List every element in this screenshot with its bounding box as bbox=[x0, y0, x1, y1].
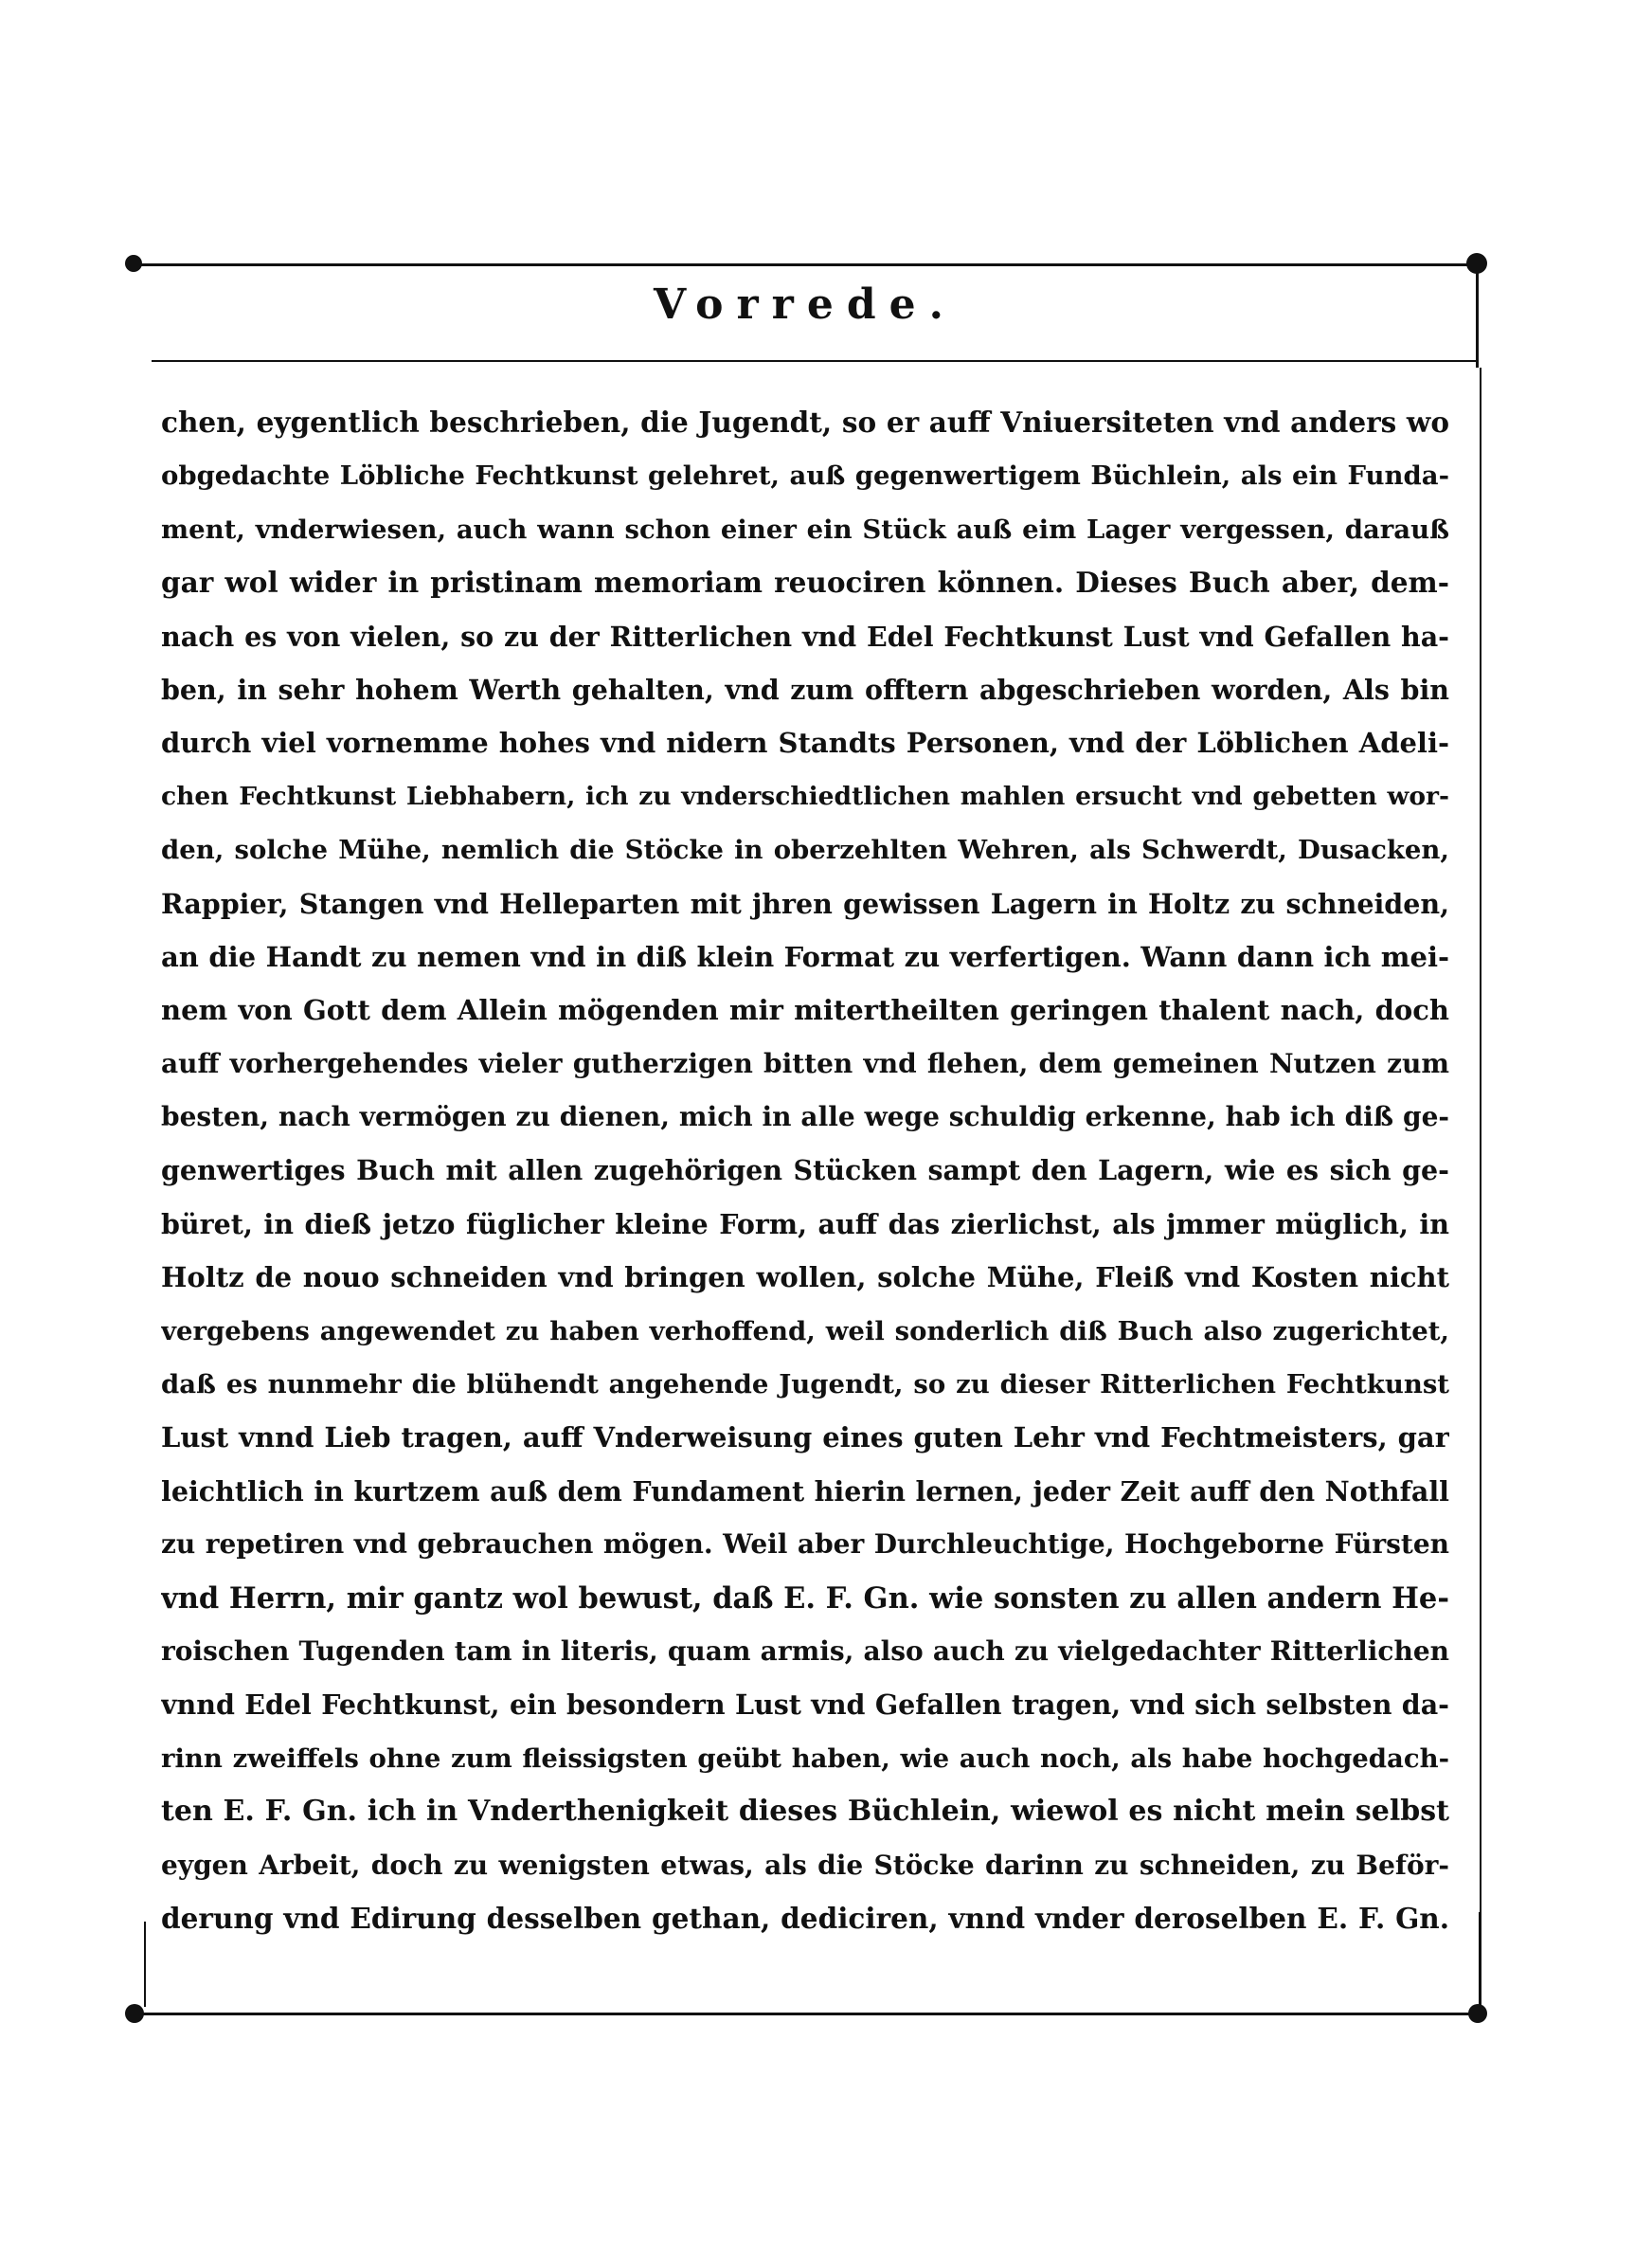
bottom-right-ornament-icon bbox=[1468, 2004, 1487, 2023]
text-line: ment, vnderwiesen, auch wann schon einer ein Stück auß eim Lager vergessen, darauß bbox=[161, 514, 1449, 545]
left-border-bottom-line bbox=[144, 1922, 146, 2007]
body-text bbox=[161, 396, 1449, 1945]
header-rule bbox=[152, 360, 1478, 362]
bottom-left-ornament-icon bbox=[125, 2004, 144, 2023]
top-border-rule bbox=[133, 263, 1478, 266]
text-line: genwertiges Buch mit allen zugehörigen Stücken sampt den Lagern, wie es sich ge- bbox=[161, 1154, 1449, 1187]
text-line: derung vnd Edirung desselben gethan, dediciren, vnnd vnder deroselben E. F. Gn. bbox=[161, 1901, 1449, 1935]
text-line: ben, in sehr hohem Werth gehalten, vnd zum offtern abgeschrieben worden, Als bin bbox=[161, 673, 1449, 706]
text-line: nem von Gott dem Allein mögenden mir mitertheilten geringen thalent nach, doch bbox=[161, 994, 1449, 1027]
text-line: büret, in dieß jetzo füglicher kleine Form, auff das zierlichst, als jmmer müglich, in bbox=[161, 1207, 1449, 1240]
text-line: an die Handt zu nemen vnd in diß klein Format zu verfertigen. Wann dann ich mei- bbox=[161, 940, 1449, 973]
text-line: durch viel vornemme hohes vnd nidern Standts Personen, vnd der Löblichen Adeli- bbox=[161, 727, 1449, 760]
text-line: Rappier, Stangen vnd Helleparten mit jhren gewissen Lagern in Holtz zu schneiden, bbox=[161, 887, 1449, 920]
text-line: obgedachte Löbliche Fechtkunst gelehret, auß gegenwertigem Büchlein, als ein Funda- bbox=[161, 460, 1449, 492]
text-line: roischen Tugenden tam in literis, quam armis, also auch zu vielgedachter Ritterlichen bbox=[161, 1634, 1449, 1667]
text-line: besten, nach vermögen zu dienen, mich in alle wege schuldig erkenne, hab ich diß ge- bbox=[161, 1101, 1449, 1133]
bottom-border-rule bbox=[133, 2013, 1478, 2015]
text-line: vergebens angewendet zu haben verhoffend, weil sonderlich diß Buch also zugerichtet, bbox=[161, 1315, 1449, 1346]
text-line: nach es von vielen, so zu der Ritterlichen vnd Edel Fechtkunst Lust vnd Gefallen ha- bbox=[161, 620, 1449, 653]
text-line: chen, eygentlich beschrieben, die Jugendt, so er auff Vniuersiteten vnd anders wo bbox=[161, 406, 1449, 439]
text-line: rinn zweiffels ohne zum fleissigsten geübt haben, wie auch noch, als habe hochgedach- bbox=[161, 1742, 1449, 1774]
top-right-ornament-icon bbox=[1466, 253, 1487, 274]
text-line: chen Fechtkunst Liebhabern, ich zu vnderschiedtlichen mahlen ersucht vnd gebetten wor- bbox=[161, 781, 1449, 811]
text-line: Lust vnnd Lieb tragen, auff Vnderweisung eines guten Lehr vnd Fechtmeisters, gar bbox=[161, 1421, 1449, 1454]
text-line: daß es nunmehr die blühendt angehende Jugendt, so zu dieser Ritterlichen Fechtkunst bbox=[161, 1369, 1449, 1400]
text-line: ten E. F. Gn. ich in Vnderthenigkeit dieses Büchlein, wiewol es nicht mein selbst bbox=[161, 1795, 1449, 1829]
text-line: zu repetiren vnd gebrauchen mögen. Weil aber Durchleuchtige, Hochgeborne Fürsten bbox=[161, 1528, 1449, 1561]
text-line: auff vorhergehendes vieler gutherzigen bitten vnd flehen, dem gemeinen Nutzen zum bbox=[161, 1047, 1449, 1079]
right-border-bottom-line bbox=[1479, 1912, 1481, 2007]
right-border-line bbox=[1480, 368, 1481, 1931]
page-title: Vorrede. bbox=[654, 280, 957, 329]
text-line: eygen Arbeit, doch zu wenigsten etwas, als die Stöcke darinn zu schneiden, zu Beför- bbox=[161, 1849, 1449, 1881]
text-line: vnd Herrn, mir gantz wol bewust, daß E. F. Gn. wie sonsten zu allen andern He- bbox=[161, 1580, 1449, 1616]
text-line: leichtlich in kurtzem auß dem Fundament hierin lernen, jeder Zeit auff den Nothfall bbox=[161, 1474, 1449, 1508]
text-line: den, solche Mühe, nemlich die Stöcke in oberzehlten Wehren, als Schwerdt, Dusacken, bbox=[161, 835, 1449, 866]
text-line: Holtz de nouo schneiden vnd bringen wollen, solche Mühe, Fleiß vnd Kosten nicht bbox=[161, 1261, 1449, 1294]
text-line: vnnd Edel Fechtkunst, ein besondern Lust vnd Gefallen tragen, vnd sich selbsten da- bbox=[161, 1688, 1449, 1722]
text-line: gar wol wider in pristinam memoriam reuociren können. Dieses Buch aber, dem- bbox=[161, 566, 1449, 600]
page-frame bbox=[133, 254, 1478, 2024]
top-left-ornament-icon bbox=[125, 255, 142, 272]
